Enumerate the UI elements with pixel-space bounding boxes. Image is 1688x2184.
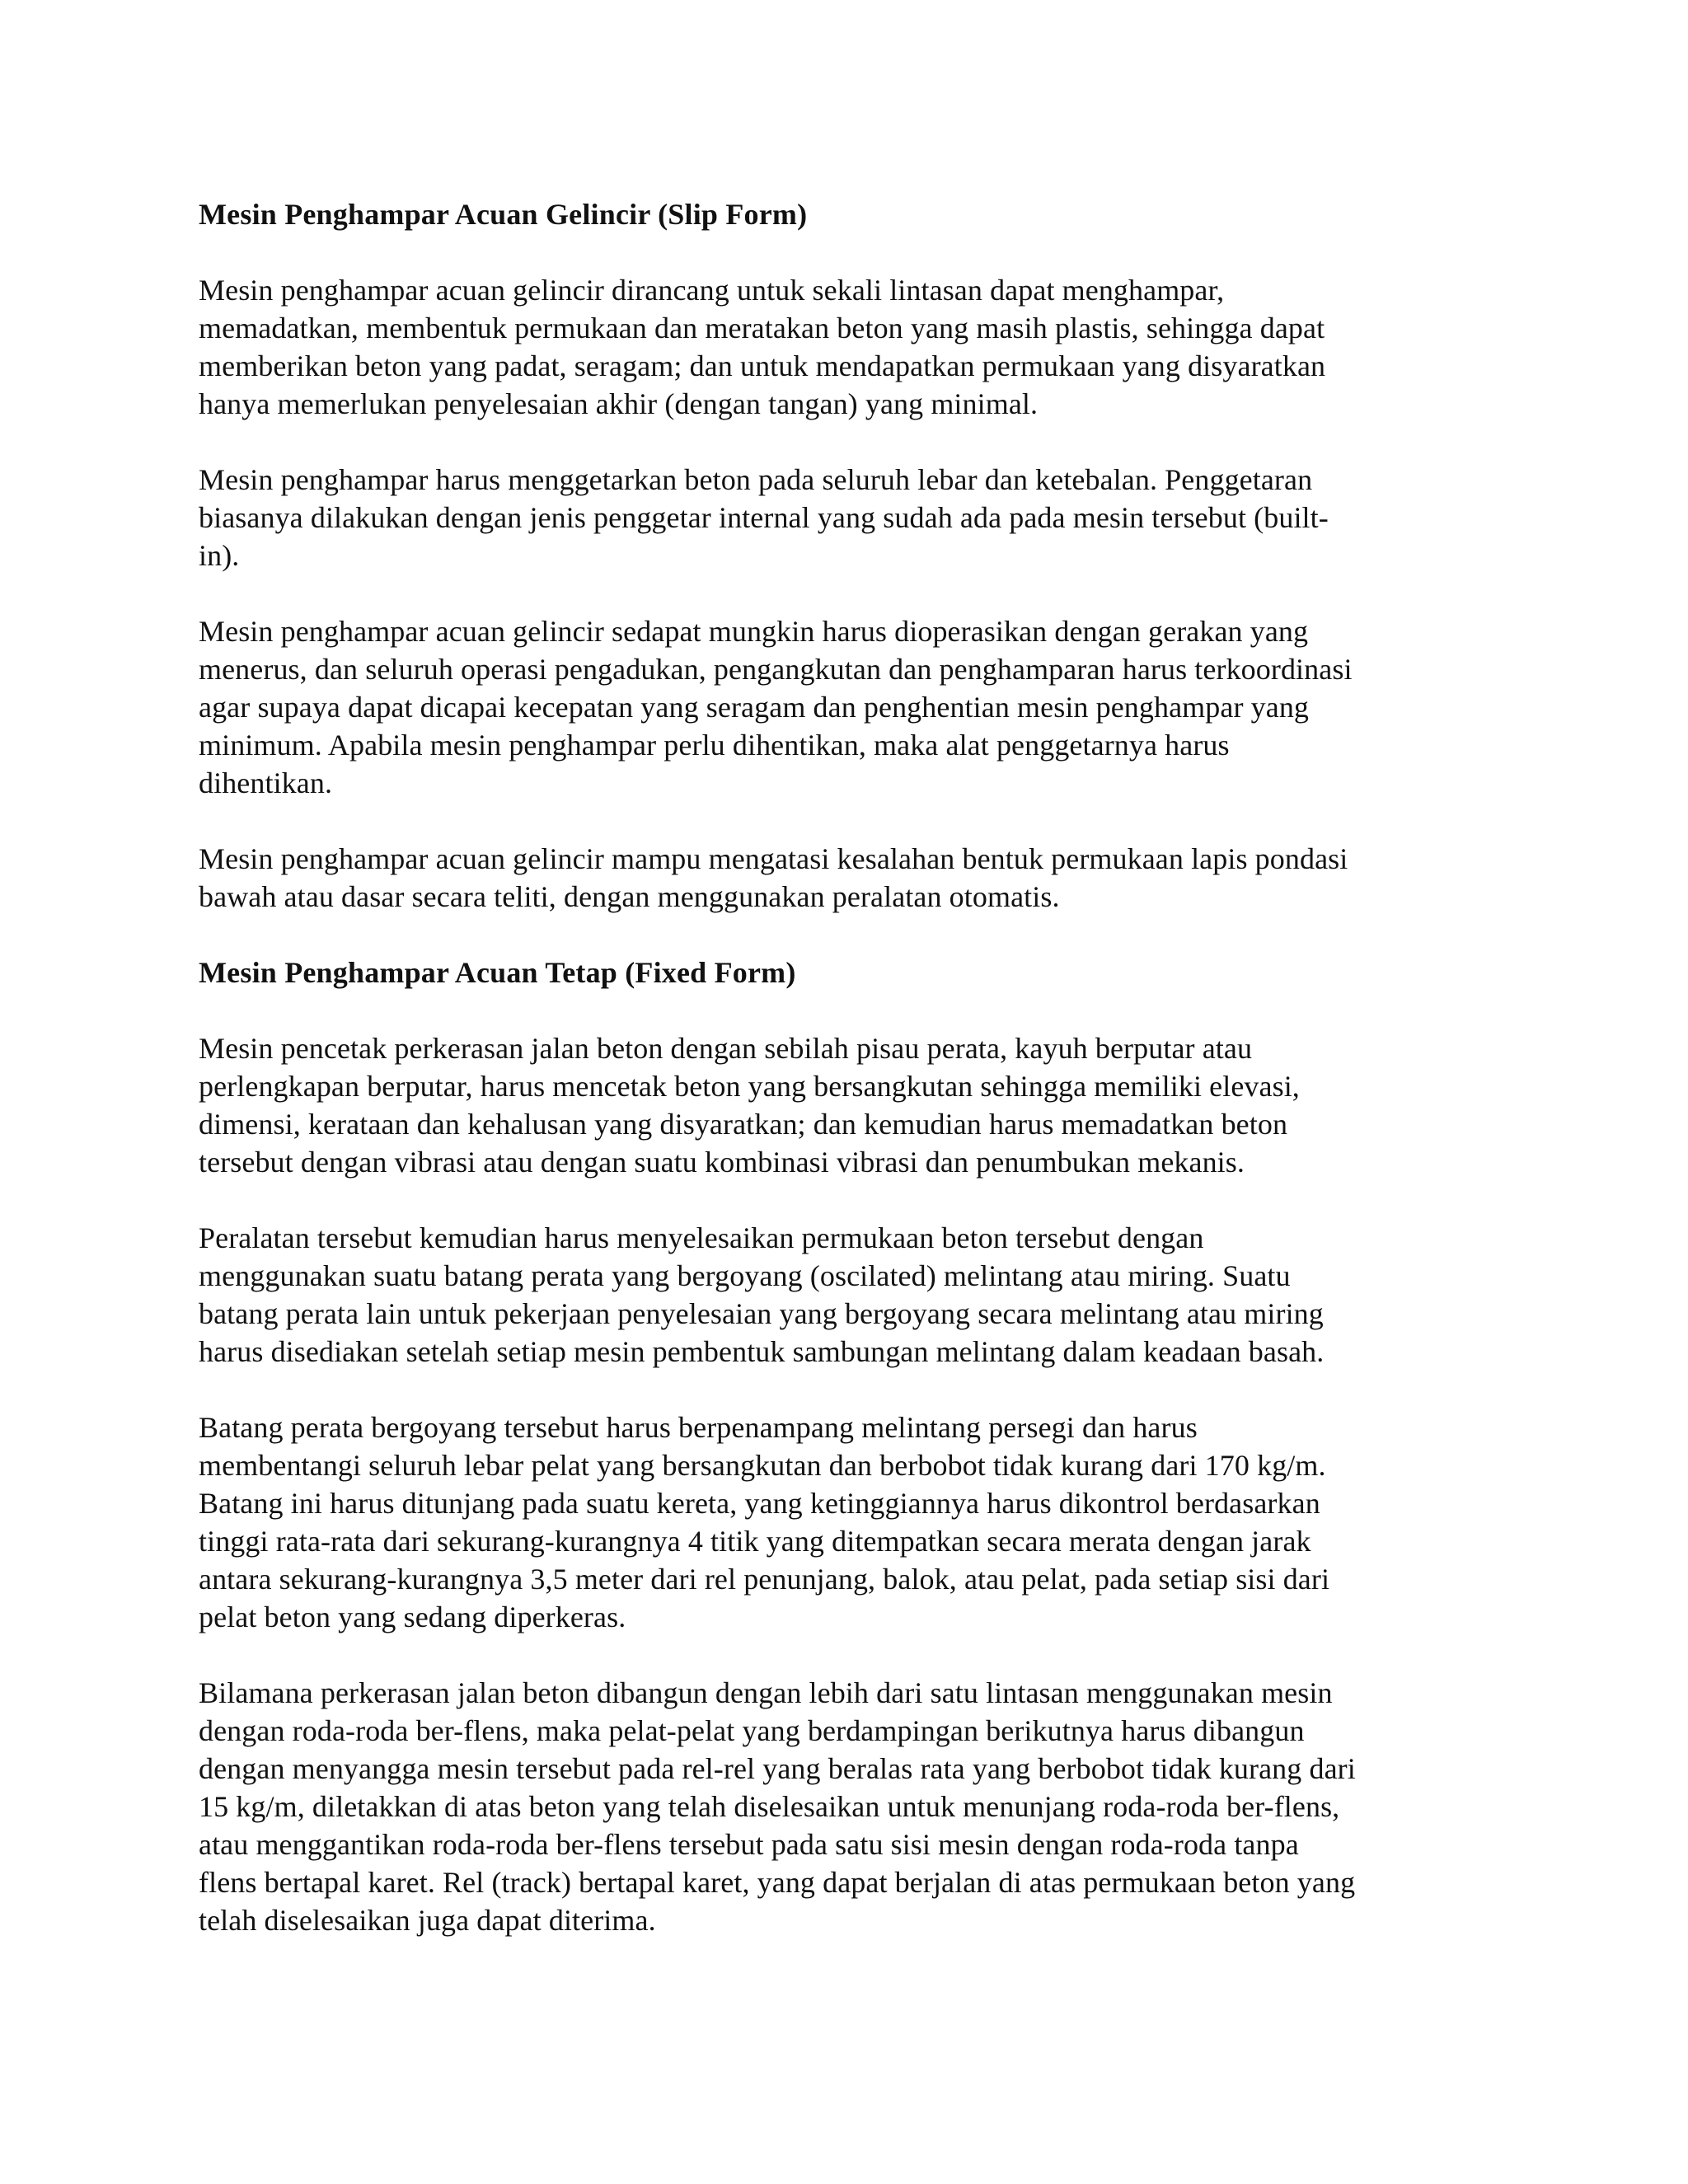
text-line: in). xyxy=(199,539,240,572)
text-line: bawah atau dasar secara teliti, dengan menggunakan peralatan otomatis. xyxy=(199,880,1060,913)
paragraph-fixed-form-3 xyxy=(199,1408,1484,1636)
text-line: Mesin penghampar acuan gelincir mampu mengatasi kesalahan bentuk permukaan lapis pondasi xyxy=(199,842,1348,875)
text-line: Mesin penghampar acuan gelincir sedapat mungkin harus dioperasikan dengan gerakan yang xyxy=(199,615,1309,648)
text-line: dengan roda-roda ber-flens, maka pelat-pelat yang berdampingan berikutnya harus dibangun xyxy=(199,1714,1305,1747)
text-line: harus disediakan setelah setiap mesin pembentuk sambungan melintang dalam keadaan basah. xyxy=(199,1335,1325,1368)
text-line: Mesin penghampar harus menggetarkan beton pada seluruh lebar dan ketebalan. Penggetaran xyxy=(199,463,1313,496)
text-line: tersebut dengan vibrasi atau dengan suatu kombinasi vibrasi dan penumbukan mekanis. xyxy=(199,1146,1245,1179)
text-line: dimensi, kerataan dan kehalusan yang disyaratkan; dan kemudian harus memadatkan beton xyxy=(199,1108,1288,1141)
text-line: Mesin penghampar acuan gelincir dirancang untuk sekali lintasan dapat menghampar, xyxy=(199,274,1225,307)
text-line: Mesin pencetak perkerasan jalan beton dengan sebilah pisau perata, kayuh berputar atau xyxy=(199,1032,1253,1065)
document-body xyxy=(199,195,1484,1939)
text-line: atau menggantikan roda-roda ber-flens tersebut pada satu sisi mesin dengan roda-roda tanpa xyxy=(199,1828,1299,1861)
spacer xyxy=(199,916,1484,954)
paragraph-slip-form-2 xyxy=(199,461,1484,574)
text-line: menerus, dan seluruh operasi pengadukan, pengangkutan dan penghamparan harus terkoordinasi xyxy=(199,653,1353,686)
text-line: 15 kg/m, diletakkan di atas beton yang telah diselesaikan untuk menunjang roda-roda ber-flens, xyxy=(199,1790,1340,1823)
text-line: dihentikan. xyxy=(199,766,333,799)
text-line: pelat beton yang sedang diperkeras. xyxy=(199,1601,626,1633)
text-line: telah diselesaikan juga dapat diterima. xyxy=(199,1904,656,1937)
text-line: hanya memerlukan penyelesaian akhir (dengan tangan) yang minimal. xyxy=(199,387,1039,420)
spacer xyxy=(199,423,1484,461)
text-line: Bilamana perkerasan jalan beton dibangun dengan lebih dari satu lintasan menggunakan mesin xyxy=(199,1676,1333,1709)
text-line: membentangi seluruh lebar pelat yang bersangkutan dan berbobot tidak kurang dari 170 kg/m. xyxy=(199,1449,1326,1482)
spacer xyxy=(199,802,1484,840)
paragraph-slip-form-3 xyxy=(199,612,1484,802)
paragraph-fixed-form-4 xyxy=(199,1674,1484,1939)
paragraph-fixed-form-2 xyxy=(199,1219,1484,1371)
section-heading-slip-form: Mesin Penghampar Acuan Gelincir (Slip Form) xyxy=(199,198,808,231)
text-line: perlengkapan berputar, harus mencetak beton yang bersangkutan sehingga memiliki elevasi, xyxy=(199,1070,1300,1103)
spacer xyxy=(199,1636,1484,1674)
text-line: Batang ini harus ditunjang pada suatu kereta, yang ketinggiannya harus dikontrol berdasarkan xyxy=(199,1487,1320,1520)
text-line: menggunakan suatu batang perata yang bergoyang (oscilated) melintang atau miring. Suatu xyxy=(199,1259,1291,1292)
text-line: memberikan beton yang padat, seragam; dan untuk mendapatkan permukaan yang disyaratkan xyxy=(199,349,1326,382)
text-line: Batang perata bergoyang tersebut harus berpenampang melintang persegi dan harus xyxy=(199,1411,1198,1444)
spacer xyxy=(199,1371,1484,1408)
text-line: agar supaya dapat dicapai kecepatan yang seragam dan penghentian mesin penghampar yang xyxy=(199,691,1310,724)
paragraph-slip-form-4 xyxy=(199,840,1484,916)
text-line: biasanya dilakukan dengan jenis penggetar internal yang sudah ada pada mesin tersebut (built- xyxy=(199,501,1329,534)
text-line: memadatkan, membentuk permukaan dan meratakan beton yang masih plastis, sehingga dapat xyxy=(199,312,1325,344)
paragraph-slip-form-1 xyxy=(199,271,1484,423)
text-line: minimum. Apabila mesin penghampar perlu dihentikan, maka alat penggetarnya harus xyxy=(199,729,1230,762)
spacer xyxy=(199,1181,1484,1219)
text-line: flens bertapal karet. Rel (track) bertapal karet, yang dapat berjalan di atas permukaan beton yang xyxy=(199,1866,1356,1899)
text-line: tinggi rata-rata dari sekurang-kurangnya 4 titik yang ditempatkan secara merata dengan jarak xyxy=(199,1525,1311,1558)
spacer xyxy=(199,991,1484,1029)
spacer xyxy=(199,233,1484,271)
text-line: dengan menyangga mesin tersebut pada rel-rel yang beralas rata yang berbobot tidak kurang dari xyxy=(199,1752,1356,1785)
text-line: batang perata lain untuk pekerjaan penyelesaian yang bergoyang secara melintang atau miring xyxy=(199,1297,1324,1330)
text-line: Peralatan tersebut kemudian harus menyelesaikan permukaan beton tersebut dengan xyxy=(199,1221,1204,1254)
text-line: antara sekurang-kurangnya 3,5 meter dari rel penunjang, balok, atau pelat, pada setiap sisi dari xyxy=(199,1563,1330,1596)
spacer xyxy=(199,574,1484,612)
paragraph-fixed-form-1 xyxy=(199,1029,1484,1181)
section-heading-fixed-form: Mesin Penghampar Acuan Tetap (Fixed Form) xyxy=(199,956,796,989)
